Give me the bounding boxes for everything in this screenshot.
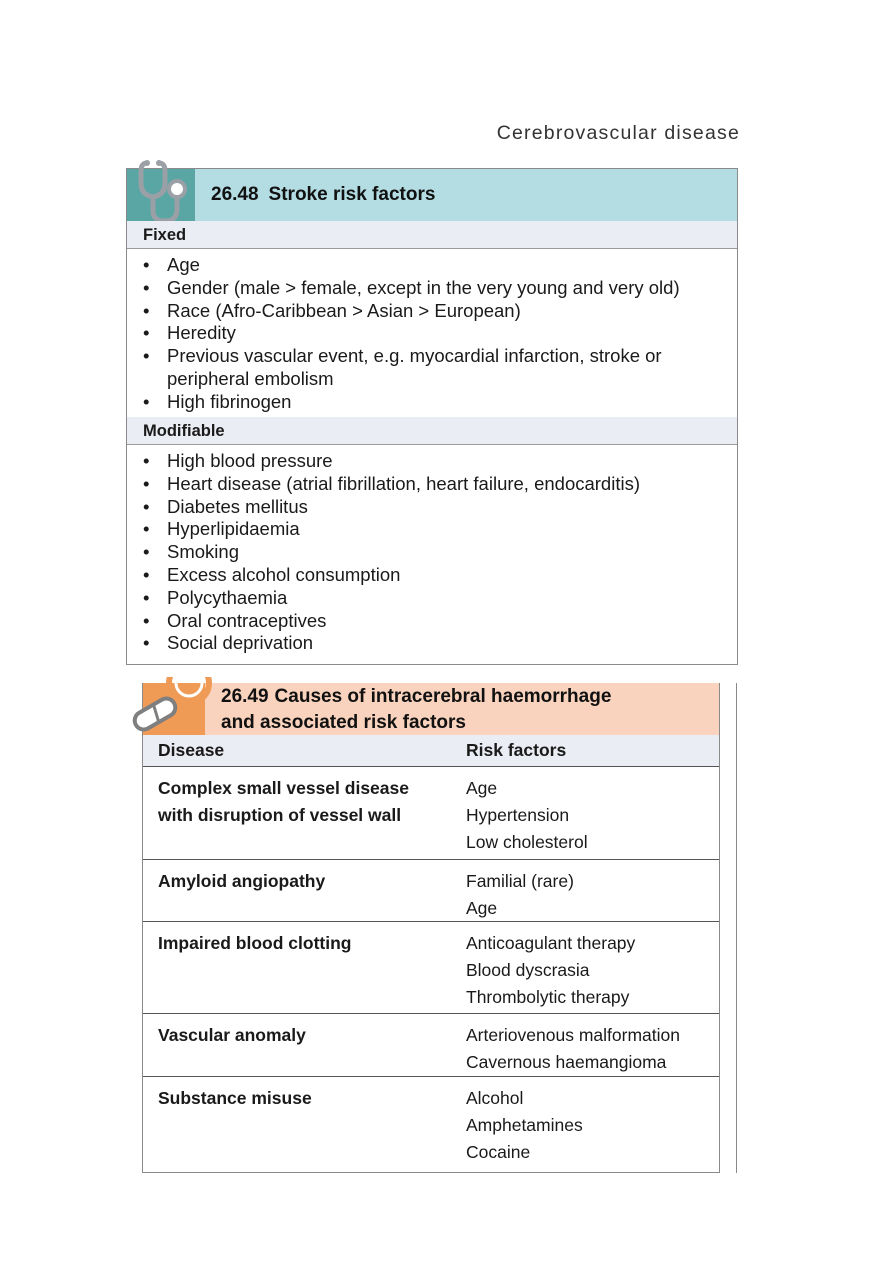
table-row	[143, 1077, 719, 1172]
disease-cell: Complex small vessel disease with disruption of vessel wall	[158, 778, 409, 825]
box-number: 26.49	[221, 686, 269, 707]
list-item: • Previous vascular event, e.g. myocardial infarction, stroke or peripheral embolism	[143, 345, 662, 389]
list-item: • Social deprivation	[143, 632, 314, 654]
stroke-risk-factors-box	[126, 168, 738, 665]
box-title-line2: and associated risk factors	[221, 711, 466, 733]
list-item: • Hyperlipidaemia	[143, 518, 300, 540]
disease-cell: Substance misuse	[158, 1088, 312, 1108]
stethoscope-icon	[133, 159, 203, 229]
box-header	[127, 169, 737, 221]
box-number: 26.48	[211, 184, 259, 205]
section-heading-modifiable: Modifiable	[127, 417, 737, 445]
risk-factors-cell: Arteriovenous malformation Cavernous haemangioma	[466, 1025, 680, 1072]
margin-rule	[736, 683, 737, 1173]
risk-factors-cell: Anticoagulant therapy Blood dyscrasia Thrombolytic therapy	[466, 933, 636, 1007]
list-item: • Smoking	[143, 541, 239, 563]
modifiable-risk-list	[143, 450, 729, 655]
risk-factors-cell: Alcohol Amphetamines Cocaine	[466, 1088, 583, 1162]
list-item: • Age	[143, 254, 200, 275]
disease-cell: Amyloid angiopathy	[158, 871, 326, 891]
box-title-text: Stroke risk factors	[268, 184, 436, 205]
risk-factors-cell: Familial (rare) Age	[466, 871, 574, 918]
list-item: • Race (Afro-Caribbean > Asian > European)	[143, 299, 521, 321]
magnifier-pill-icon	[129, 677, 229, 737]
section-heading-fixed: Fixed	[127, 221, 737, 249]
list-item: • Oral contraceptives	[143, 609, 327, 631]
column-header-disease: Disease	[158, 740, 225, 760]
table-row	[143, 860, 719, 922]
list-item: • High fibrinogen	[143, 390, 292, 412]
list-item: • Diabetes mellitus	[143, 495, 308, 517]
table-header	[143, 735, 719, 767]
fixed-risk-list	[143, 254, 729, 414]
list-item: • High blood pressure	[143, 450, 333, 471]
box-header	[143, 683, 719, 735]
list-item: • Heredity	[143, 322, 236, 344]
box-title-line1: Causes of intracerebral haemorrhage	[274, 686, 612, 707]
disease-cell: Impaired blood clotting	[158, 933, 352, 953]
running-head: Cerebrovascular disease	[496, 122, 740, 144]
disease-cell: Vascular anomaly	[158, 1025, 306, 1045]
box-title	[221, 684, 611, 735]
table-row	[143, 922, 719, 1014]
column-header-risk-factors: Risk factors	[466, 740, 567, 760]
table-row	[143, 767, 719, 860]
table-row	[143, 1014, 719, 1077]
list-item: • Excess alcohol consumption	[143, 563, 401, 585]
list-item: • Polycythaemia	[143, 586, 288, 608]
risk-factors-cell: Age Hypertension Low cholesterol	[466, 778, 588, 852]
intracerebral-haemorrhage-box	[142, 683, 720, 1173]
box-title	[211, 184, 435, 206]
list-item: • Heart disease (atrial fibrillation, heart failure, endocarditis)	[143, 472, 640, 494]
list-item: • Gender (male > female, except in the very young and very old)	[143, 276, 680, 298]
